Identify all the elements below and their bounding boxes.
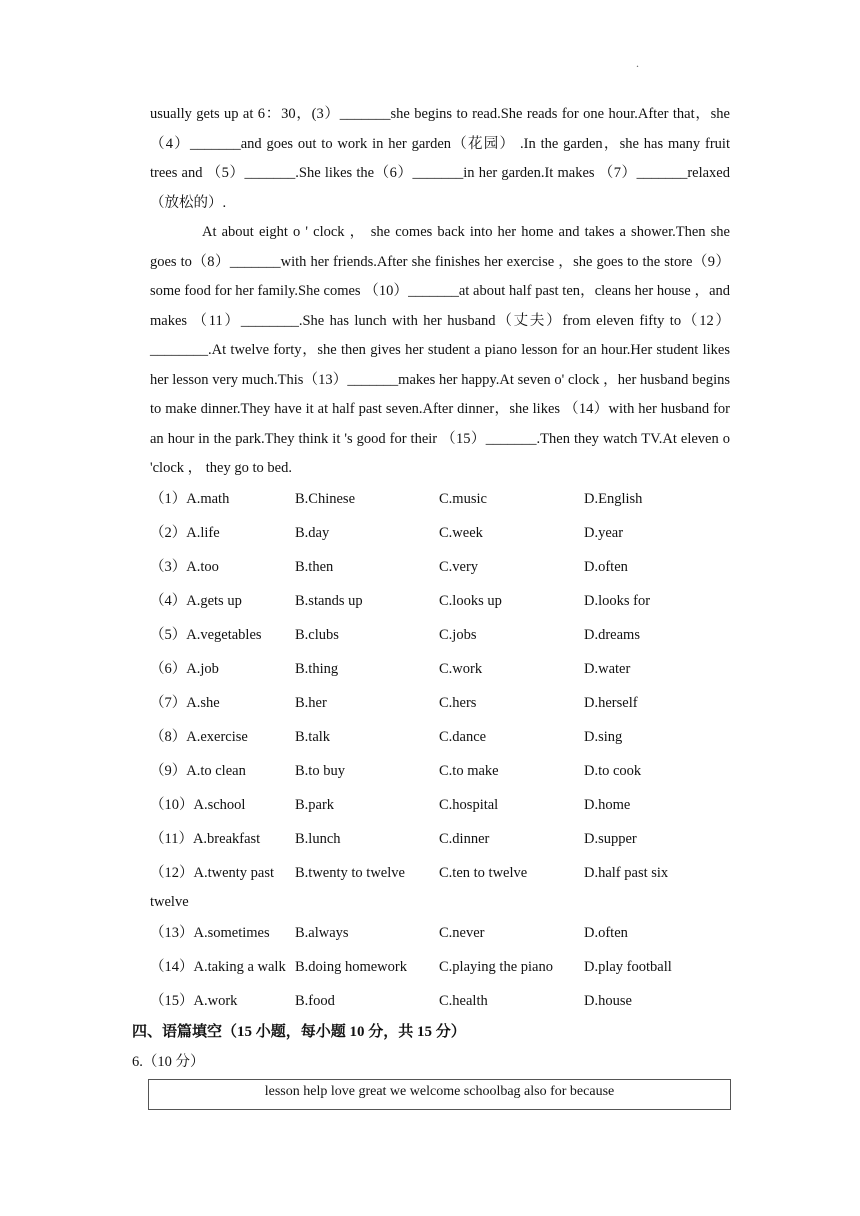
option-c: C.playing the piano [439, 959, 553, 975]
header-mark: . [636, 56, 639, 70]
passage-paragraph-1: usually gets up at 6：30，(3）_______she begins to read.She reads for one hour.After that，she （4）_______and goes out to work in her garden（花园） .In the garden，she has many fruit trees and （5）_______.She likes the（6）_______in her garden.It makes （7）_______relaxed（放松的）. [150, 106, 730, 211]
option-a: （11）A.breakfast [150, 831, 261, 847]
option-c: C.looks up [439, 593, 502, 609]
option-d: D.year [584, 525, 624, 541]
option-c: C.health [439, 993, 488, 1009]
option-row-2 [150, 519, 730, 553]
option-c: C.very [439, 559, 479, 575]
option-c: C.jobs [439, 627, 477, 643]
option-row-8 [150, 723, 730, 757]
option-c: C.dance [439, 729, 487, 745]
option-c: C.to make [439, 763, 499, 779]
option-a: （12）A.twenty past twelve [150, 865, 275, 910]
options-table [150, 485, 730, 1021]
option-c: C.hospital [439, 797, 499, 813]
option-c: C.ten to twelve [439, 865, 528, 881]
option-c: C.dinner [439, 831, 490, 847]
option-d: D.to cook [584, 763, 642, 779]
option-a: （7）A.she [150, 695, 220, 711]
option-b: B.clubs [295, 627, 339, 643]
option-b: B.day [295, 525, 330, 541]
option-a: （6）A.job [150, 661, 219, 677]
option-b: B.stands up [295, 593, 363, 609]
option-b: B.talk [295, 729, 331, 745]
option-row-5 [150, 621, 730, 655]
option-d: D.water [584, 661, 631, 677]
option-b: B.food [295, 993, 335, 1009]
option-d: D.dreams [584, 627, 640, 643]
option-d: D.sing [584, 729, 623, 745]
option-d: D.often [584, 559, 628, 575]
option-a: （8）A.exercise [150, 729, 248, 745]
option-row-9 [150, 757, 730, 791]
option-c: C.music [439, 491, 487, 507]
option-a: （14）A.taking a walk [150, 959, 286, 975]
option-a: （4）A.gets up [150, 593, 242, 609]
option-d: D.herself [584, 695, 638, 711]
option-a: （3）A.too [150, 559, 219, 575]
option-row-13 [150, 919, 730, 953]
option-row-12 [150, 859, 730, 919]
option-row-6 [150, 655, 730, 689]
option-b: B.lunch [295, 831, 341, 847]
option-c: C.work [439, 661, 483, 677]
option-a: （15）A.work [150, 993, 238, 1009]
option-d: D.half past six [584, 865, 669, 881]
option-a: （10）A.school [150, 797, 246, 813]
option-d: D.supper [584, 831, 637, 847]
option-row-3 [150, 553, 730, 587]
option-c: C.week [439, 525, 483, 541]
option-a: （9）A.to clean [150, 763, 246, 779]
reading-passage [150, 100, 730, 484]
option-d: D.home [584, 797, 631, 813]
option-row-11 [150, 825, 730, 859]
option-b: B.her [295, 695, 327, 711]
passage-paragraph-2: At about eight o ' clock ， she comes back into her home and takes a shower.Then she goes to（8）_______with her friends.After she finishes her exercise ，she goes to the store（9）some food for her family.She comes （10）_______at about half past ten，cleans her house ，and makes （11）________.She has lunch with her husband（丈夫）from eleven fifty to（12）________.At twelve forty，she then gives her student a piano lesson for an hour.Her student likes her lesson very much.This（13）_______makes her happy.At seven o' clock ，her husband begins to make dinner.They have it at half past seven.After dinner，she likes （14）with her husband for an hour in the park.They think it 's good for their （15）_______.Then they watch TV.At eleven o 'clock ， they go to bed. [150, 224, 730, 476]
section-title: 四、语篇填空（15 小题，每小题 10 分，共 15 分） [132, 1024, 466, 1040]
option-d: D.play football [584, 959, 672, 975]
option-a: （1）A.math [150, 491, 230, 507]
option-b: B.always [295, 925, 349, 941]
question-number: 6.（10 分） [132, 1054, 205, 1070]
option-b: B.twenty to twelve [295, 865, 405, 881]
option-d: D.looks for [584, 593, 651, 609]
option-b: B.Chinese [295, 491, 356, 507]
option-row-10 [150, 791, 730, 825]
option-b: B.doing homework [295, 959, 407, 975]
option-row-4 [150, 587, 730, 621]
option-a: （5）A.vegetables [150, 627, 262, 643]
option-d: D.house [584, 993, 632, 1009]
option-row-1 [150, 485, 730, 519]
option-a: （2）A.life [150, 525, 220, 541]
option-row-14 [150, 953, 730, 987]
option-row-15 [150, 987, 730, 1021]
word-bank-box: lesson help love great we welcome schoolbag also for because [148, 1079, 731, 1110]
option-c: C.never [439, 925, 485, 941]
option-b: B.to buy [295, 763, 345, 779]
option-row-7 [150, 689, 730, 723]
option-b: B.park [295, 797, 335, 813]
option-d: D.English [584, 491, 643, 507]
option-c: C.hers [439, 695, 477, 711]
option-b: B.then [295, 559, 334, 575]
option-a: （13）A.sometimes [150, 925, 270, 941]
option-b: B.thing [295, 661, 339, 677]
option-d: D.often [584, 925, 628, 941]
